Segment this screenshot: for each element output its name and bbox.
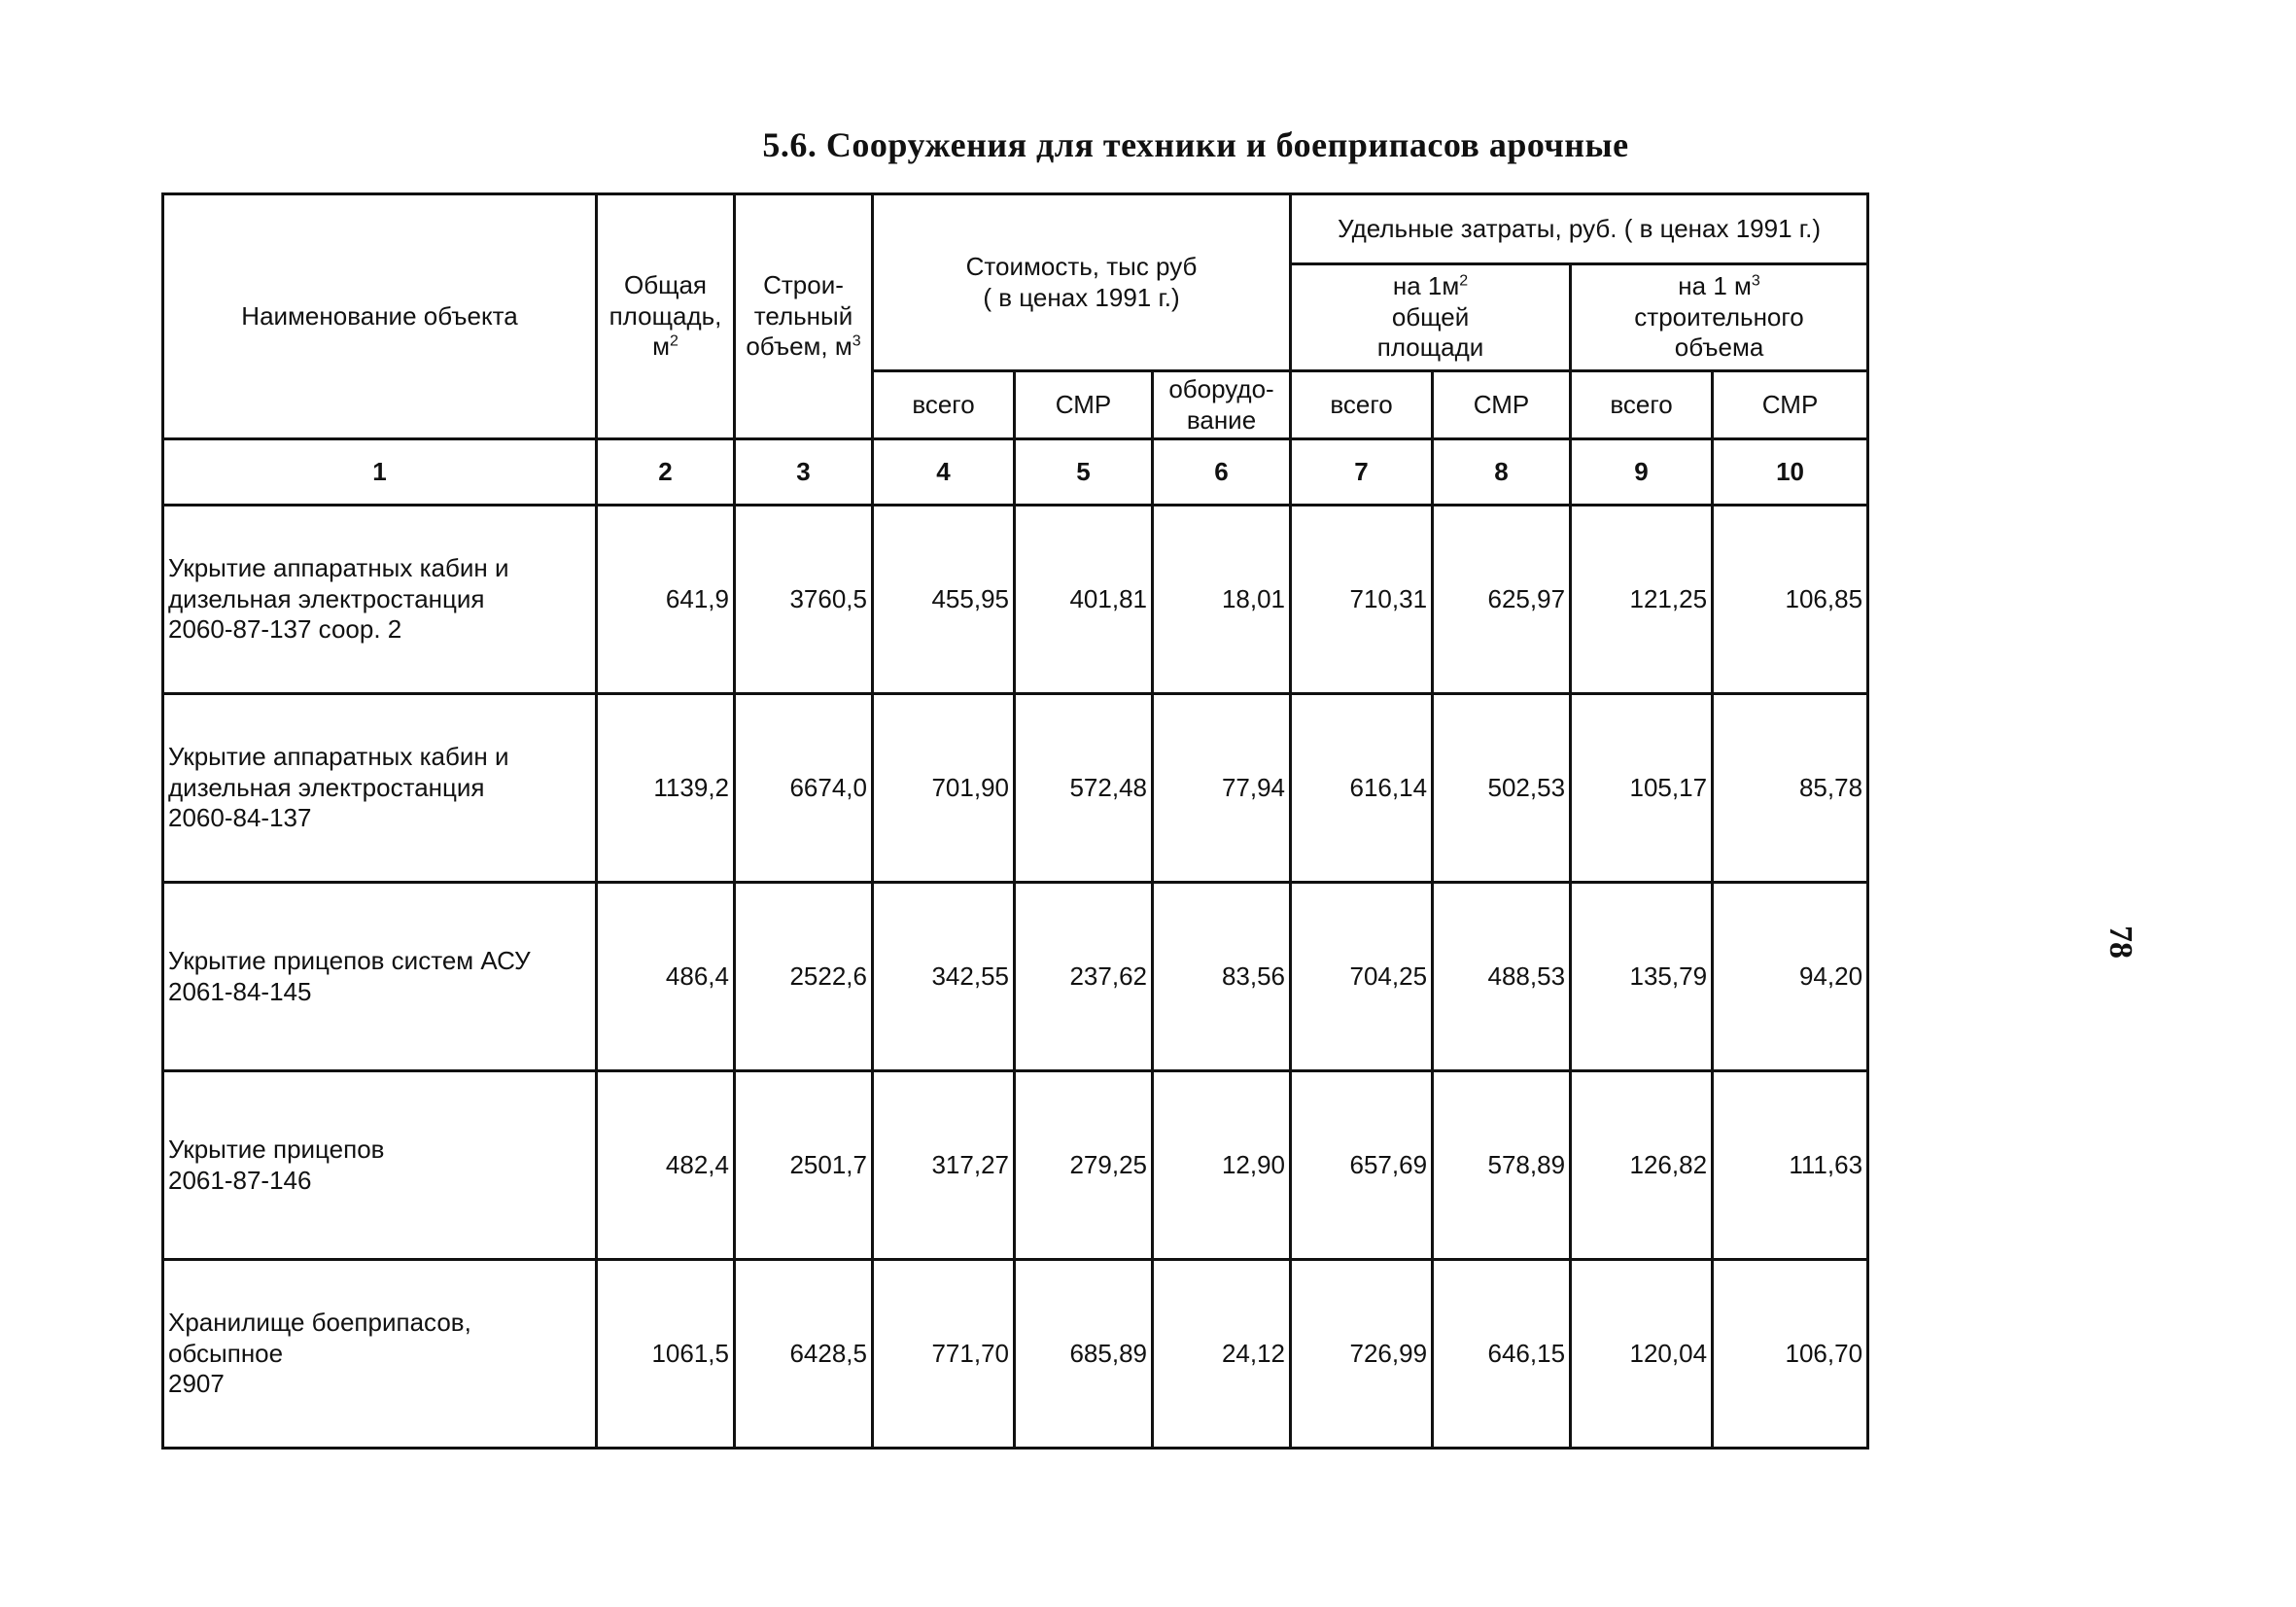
per-volume-smr: 111,63	[1713, 1071, 1868, 1260]
per-area-total: 616,14	[1291, 694, 1433, 883]
construction-volume: 2522,6	[735, 883, 873, 1071]
header-cost-total: всего	[873, 371, 1015, 439]
total-area: 1139,2	[597, 694, 735, 883]
header-per-volume: на 1 $м^3$ строительного объема	[1571, 264, 1868, 371]
header-area-smr: СМР	[1433, 371, 1571, 439]
column-number: 8	[1433, 439, 1571, 506]
header-area-total: всего	[1291, 371, 1433, 439]
column-number: 5	[1015, 439, 1153, 506]
cost-smr: 237,62	[1015, 883, 1153, 1071]
per-volume-smr: 94,20	[1713, 883, 1868, 1071]
per-area-total: 704,25	[1291, 883, 1433, 1071]
cost-total: 701,90	[873, 694, 1015, 883]
object-name: Укрытие прицепов систем АСУ 2061-84-145	[163, 883, 597, 1071]
object-name: Укрытие прицепов 2061-87-146	[163, 1071, 597, 1260]
cost-equipment: 83,56	[1153, 883, 1291, 1071]
header-name: Наименование объекта	[163, 194, 597, 439]
page-number: 78	[2103, 926, 2139, 959]
cost-total: 342,55	[873, 883, 1015, 1071]
construction-volume: 3760,5	[735, 506, 873, 694]
per-volume-total: 105,17	[1571, 694, 1713, 883]
header-cost-smr: СМР	[1015, 371, 1153, 439]
header-volume: Строи- тельный объем, $м^3$	[735, 194, 873, 439]
column-number: 7	[1291, 439, 1433, 506]
header-area: Общая площадь, $м^2$	[597, 194, 735, 439]
construction-volume: 6428,5	[735, 1260, 873, 1449]
per-area-smr: 646,15	[1433, 1260, 1571, 1449]
header-volume-smr: СМР	[1713, 371, 1868, 439]
construction-volume: 6674,0	[735, 694, 873, 883]
table-row	[163, 1260, 1868, 1449]
cost-table	[161, 192, 1869, 1450]
per-area-total: 710,31	[1291, 506, 1433, 694]
cost-smr: 572,48	[1015, 694, 1153, 883]
table-row	[163, 506, 1868, 694]
cost-equipment: 12,90	[1153, 1071, 1291, 1260]
per-volume-total: 126,82	[1571, 1071, 1713, 1260]
per-volume-total: 120,04	[1571, 1260, 1713, 1449]
total-area: 486,4	[597, 883, 735, 1071]
cost-smr: 685,89	[1015, 1260, 1153, 1449]
cost-total: 455,95	[873, 506, 1015, 694]
header-cost-equipment: оборудо- вание	[1153, 371, 1291, 439]
header-specific-costs: Удельные затраты, руб. ( в ценах 1991 г.)	[1291, 194, 1868, 264]
column-number: 2	[597, 439, 735, 506]
per-area-total: 726,99	[1291, 1260, 1433, 1449]
header-cost: Стоимость, тыс руб ( в ценах 1991 г.)	[873, 194, 1291, 371]
object-name: Укрытие аппаратных кабин и дизельная электростанция 2060-87-137 соор. 2	[163, 506, 597, 694]
column-number: 6	[1153, 439, 1291, 506]
column-number: 9	[1571, 439, 1713, 506]
cost-equipment: 18,01	[1153, 506, 1291, 694]
per-area-smr: 488,53	[1433, 883, 1571, 1071]
object-name: Укрытие аппаратных кабин и дизельная электростанция 2060-84-137	[163, 694, 597, 883]
per-volume-total: 121,25	[1571, 506, 1713, 694]
column-number: 3	[735, 439, 873, 506]
header-volume-total: всего	[1571, 371, 1713, 439]
table-row	[163, 694, 1868, 883]
per-area-total: 657,69	[1291, 1071, 1433, 1260]
column-number: 4	[873, 439, 1015, 506]
cost-equipment: 24,12	[1153, 1260, 1291, 1449]
per-area-smr: 578,89	[1433, 1071, 1571, 1260]
cost-total: 771,70	[873, 1260, 1015, 1449]
header-per-area: на $1м^2$ общей площади	[1291, 264, 1571, 371]
table-row	[163, 883, 1868, 1071]
cost-total: 317,27	[873, 1071, 1015, 1260]
total-area: 641,9	[597, 506, 735, 694]
table-row	[163, 1071, 1868, 1260]
cost-smr: 279,25	[1015, 1071, 1153, 1260]
column-number: 10	[1713, 439, 1868, 506]
total-area: 1061,5	[597, 1260, 735, 1449]
column-number: 1	[163, 439, 597, 506]
per-volume-total: 135,79	[1571, 883, 1713, 1071]
object-name: Хранилище боеприпасов, обсыпное 2907	[163, 1260, 597, 1449]
per-area-smr: 625,97	[1433, 506, 1571, 694]
per-volume-smr: 85,78	[1713, 694, 1868, 883]
per-area-smr: 502,53	[1433, 694, 1571, 883]
construction-volume: 2501,7	[735, 1071, 873, 1260]
cost-smr: 401,81	[1015, 506, 1153, 694]
per-volume-smr: 106,85	[1713, 506, 1868, 694]
total-area: 482,4	[597, 1071, 735, 1260]
per-volume-smr: 106,70	[1713, 1260, 1868, 1449]
cost-equipment: 77,94	[1153, 694, 1291, 883]
table-title: 5.6. Сооружения для техники и боеприпасов арочные	[762, 125, 1629, 164]
column-number-row	[163, 439, 1868, 506]
